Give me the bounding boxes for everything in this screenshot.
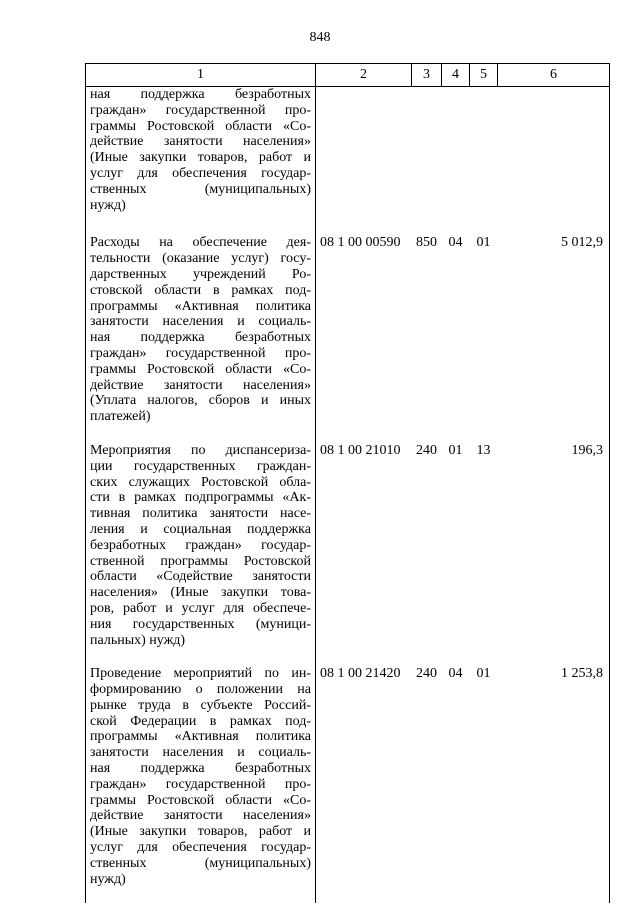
description-line: формированию о положении на — [90, 682, 311, 698]
description-line: (Уплата налогов, сборов и иных — [90, 393, 311, 409]
description-line: граждан» государственной про- — [90, 102, 311, 118]
row-code: 08 1 00 21420 — [320, 666, 401, 682]
description-line: ственной программы Ростовской — [90, 553, 311, 569]
row-description — [86, 233, 316, 441]
description-line: нужд) — [90, 871, 126, 887]
row-subsection: 13 — [476, 442, 491, 458]
header-col-1: 1 — [86, 64, 316, 87]
row-subsection: 01 — [476, 235, 491, 251]
header-col-3: 3 — [412, 64, 442, 87]
header-col-6: 6 — [498, 64, 610, 87]
description-line: граммы Ростовской области «Со- — [90, 118, 311, 134]
description-line: услуг для обеспечения государ- — [90, 840, 311, 856]
description-line: действие занятости населения» — [90, 808, 311, 824]
description-line: области «Содействие занятости — [90, 569, 311, 585]
description-line: действие занятости населения» — [90, 134, 311, 150]
description-line: ских служащих Ростовской обла- — [90, 474, 311, 490]
row-section: 04 — [448, 235, 463, 251]
description-line: пальных) нужд) — [90, 632, 186, 648]
row-description — [86, 441, 316, 664]
description-line: ная поддержка безработных — [90, 761, 311, 777]
description-line: (Иные закупки товаров, работ и — [90, 824, 311, 840]
row-section — [442, 87, 470, 234]
row-code: 08 1 00 00590 — [320, 235, 401, 251]
row-expense-type — [412, 87, 442, 234]
description-line: занятости населения и социаль- — [90, 314, 311, 330]
row-section: 01 — [448, 442, 463, 458]
description-line: нужд) — [90, 197, 126, 213]
row-amount: 1 253,8 — [498, 664, 610, 903]
table-row — [86, 87, 610, 234]
description-line: Проведение мероприятий по ин- — [90, 666, 311, 682]
row-amount — [498, 87, 610, 234]
description-line: дарственных учреждений Ро- — [90, 266, 311, 282]
description-line: ная поддержка безработных — [90, 330, 311, 346]
row-expense-type: 240 — [416, 666, 437, 682]
description-line: граммы Ростовской области «Со- — [90, 792, 311, 808]
description-line: сти в рамках подпрограммы «Ак- — [90, 490, 311, 506]
description-line: населения» (Иные закупки това- — [90, 585, 311, 601]
description-line: безработных граждан» государ- — [90, 537, 311, 553]
description-line: Расходы на обеспечение дея- — [90, 235, 311, 251]
description-line: Мероприятия по диспансериза- — [90, 442, 311, 458]
description-line: рынке труда в субъекте Россий- — [90, 697, 311, 713]
table-row — [86, 664, 610, 903]
row-subsection: 01 — [476, 666, 491, 682]
page-number: 848 — [309, 30, 331, 45]
header-col-2: 2 — [316, 64, 412, 87]
description-line: платежей) — [90, 409, 151, 425]
row-code: 08 1 00 21010 — [320, 442, 401, 458]
description-line: ской Федерации в рамках под- — [90, 713, 311, 729]
description-line: ная поддержка безработных — [90, 87, 311, 102]
row-expense-type: 850 — [416, 235, 437, 251]
description-line: граммы Ростовской области «Со- — [90, 361, 311, 377]
description-line: программы «Активная политика — [90, 729, 311, 745]
description-line: ственных (муниципальных) — [90, 181, 311, 197]
row-amount: 5 012,9 — [498, 233, 610, 441]
row-amount: 196,3 — [498, 441, 610, 664]
row-subsection — [470, 87, 498, 234]
table-row — [86, 233, 610, 441]
description-line: тивная политика занятости насе- — [90, 506, 311, 522]
description-line: программы «Активная политика — [90, 298, 311, 314]
description-line: услуг для обеспечения государ- — [90, 165, 311, 181]
description-line: граждан» государственной про- — [90, 776, 311, 792]
row-expense-type: 240 — [416, 442, 437, 458]
description-line: занятости населения и социаль- — [90, 745, 311, 761]
row-code — [316, 87, 412, 234]
description-line: ления и социальная поддержка — [90, 521, 311, 537]
description-line: (Иные закупки товаров, работ и — [90, 150, 311, 166]
description-line: граждан» государственной про- — [90, 345, 311, 361]
row-description — [86, 87, 316, 234]
table-body — [86, 87, 610, 904]
table-row — [86, 441, 610, 664]
description-line: ния государственных (муници- — [90, 616, 311, 632]
description-line: ции государственных граждан- — [90, 458, 311, 474]
description-line: тельности (оказание услуг) госу- — [90, 251, 311, 267]
budget-table — [85, 63, 610, 903]
description-line: ров, работ и услуг для обеспече- — [90, 600, 311, 616]
description-line: стовской области в рамках под- — [90, 282, 311, 298]
description-line: ственных (муниципальных) — [90, 855, 311, 871]
table-header-row — [86, 64, 610, 87]
header-col-4: 4 — [442, 64, 470, 87]
description-line: действие занятости населения» — [90, 377, 311, 393]
header-col-5: 5 — [470, 64, 498, 87]
row-description — [86, 664, 316, 903]
row-section: 04 — [448, 666, 463, 682]
